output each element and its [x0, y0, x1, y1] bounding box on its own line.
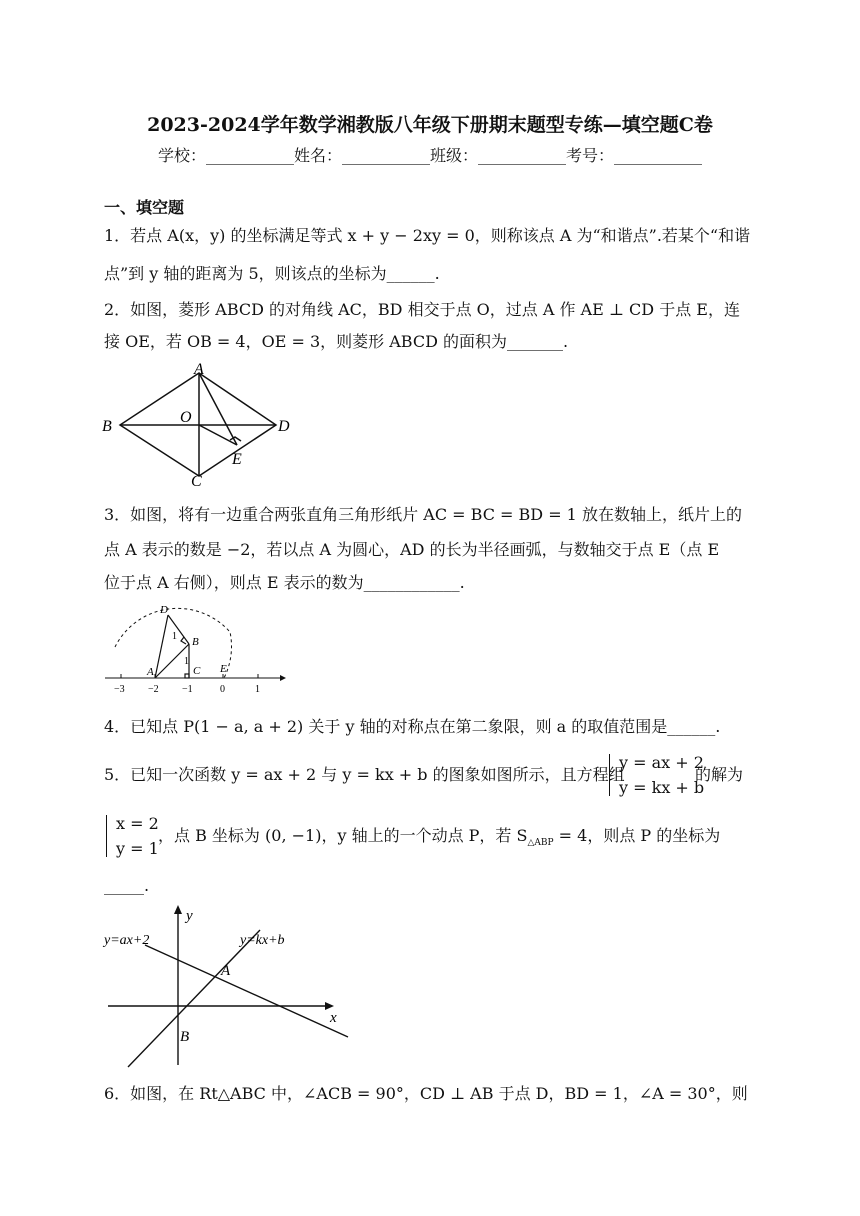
fig2-label-A: A [194, 361, 204, 378]
fig3-length-BC: 1 [184, 656, 189, 667]
fig2-label-O: O [180, 409, 192, 426]
q5-system1-eq2: y = kx + b [619, 778, 705, 797]
q3-line1: 3．如图，将有一边重合两张直角三角形纸片 AC = BC = BD = 1 放在数轴上，纸片上的 [104, 505, 742, 524]
q5-line2 [158, 826, 720, 853]
section-heading: 一、填空题 [104, 198, 185, 217]
page-title: 2023-2024学年数学湘教版八年级下册期末题型专练—填空题C卷 [147, 114, 713, 136]
fig3-tick-neg3: −3 [114, 684, 125, 695]
q3-line3: 位于点 A 右侧），则点 E 表示的数为____________. [104, 573, 465, 592]
q5-system2-eq2: y = 1 [116, 839, 159, 858]
fig5-label-B: B [180, 1029, 190, 1045]
q5-line2-sub: △ABP [527, 838, 554, 849]
q4-line1: 4．已知点 P(1 − a, a + 2) 关于 y 轴的对称点在第二象限，则 a 的取值范围是______. [104, 717, 721, 736]
q2-line1: 2．如图，菱形 ABCD 的对角线 AC，BD 相交于点 O，过点 A 作 AE ⊥ CD 于点 E，连 [104, 300, 740, 319]
fig3-label-E: E [220, 663, 227, 675]
fig3-label-B: B [192, 636, 199, 648]
fig5-label-x-axis: x [330, 1010, 337, 1026]
q5-line1-pre: 5．已知一次函数 y = ax + 2 与 y = kx + b 的图象如图所示，且方程组 [104, 765, 625, 784]
fig2-label-C: C [191, 473, 202, 490]
number-line-figure [100, 602, 290, 697]
fig3-length-AD: 1 [172, 631, 177, 642]
q5-line3: _____. [104, 876, 150, 895]
fig5-label-y-axis: y [186, 908, 193, 924]
rhombus-figure [100, 360, 300, 490]
q3-line2: 点 A 表示的数是 −2，若以点 A 为圆心，AD 的长为半径画弧，与数轴交于点 E（点 E [104, 540, 720, 559]
q6-line1: 6．如图，在 Rt△ABC 中，∠ACB = 90°，CD ⊥ AB 于点 D，BD = 1，∠A = 30°，则 [104, 1084, 748, 1103]
fig3-label-C: C [193, 665, 201, 677]
q5-line2-post: = 4，则点 P 的坐标为 [553, 826, 721, 845]
student-info-line: 学校：___________姓名：___________班级：___________考号：___________ [157, 146, 702, 165]
fig2-label-E: E [232, 451, 242, 468]
fig3-tick-neg1: −1 [182, 684, 193, 695]
fig5-label-line1: y=ax+2 [104, 933, 150, 948]
fig3-tick-0: 0 [220, 684, 225, 695]
q5-line1-post: 的解为 [695, 765, 744, 784]
fig5-label-line2: y=kx+b [240, 933, 285, 948]
q1-line1: 1．若点 A(x，y) 的坐标满足等式 x + y − 2xy = 0，则称该点 A 为“和谐点”.若某个“和谐 [104, 226, 751, 245]
q5-line2-main: ，点 B 坐标为 (0, −1)，y 轴上的一个动点 P，若 S [158, 826, 528, 845]
fig2-label-D: D [278, 418, 290, 435]
q5-system1-eq1: y = ax + 2 [619, 753, 704, 772]
fig5-label-A: A [221, 963, 231, 979]
q1-line2: 点”到 y 轴的距离为 5，则该点的坐标为______. [104, 264, 440, 283]
linear-functions-figure [100, 900, 360, 1070]
fig2-label-B: B [102, 418, 112, 435]
q2-line2: 接 OE，若 OB = 4，OE = 3，则菱形 ABCD 的面积为_______. [104, 332, 569, 351]
fig3-tick-neg2: −2 [148, 684, 159, 695]
q5-system2-eq1: x = 2 [116, 814, 159, 833]
fig3-tick-1: 1 [255, 684, 260, 695]
fig3-label-D: D [160, 604, 168, 616]
fig3-label-A: A [147, 666, 154, 678]
